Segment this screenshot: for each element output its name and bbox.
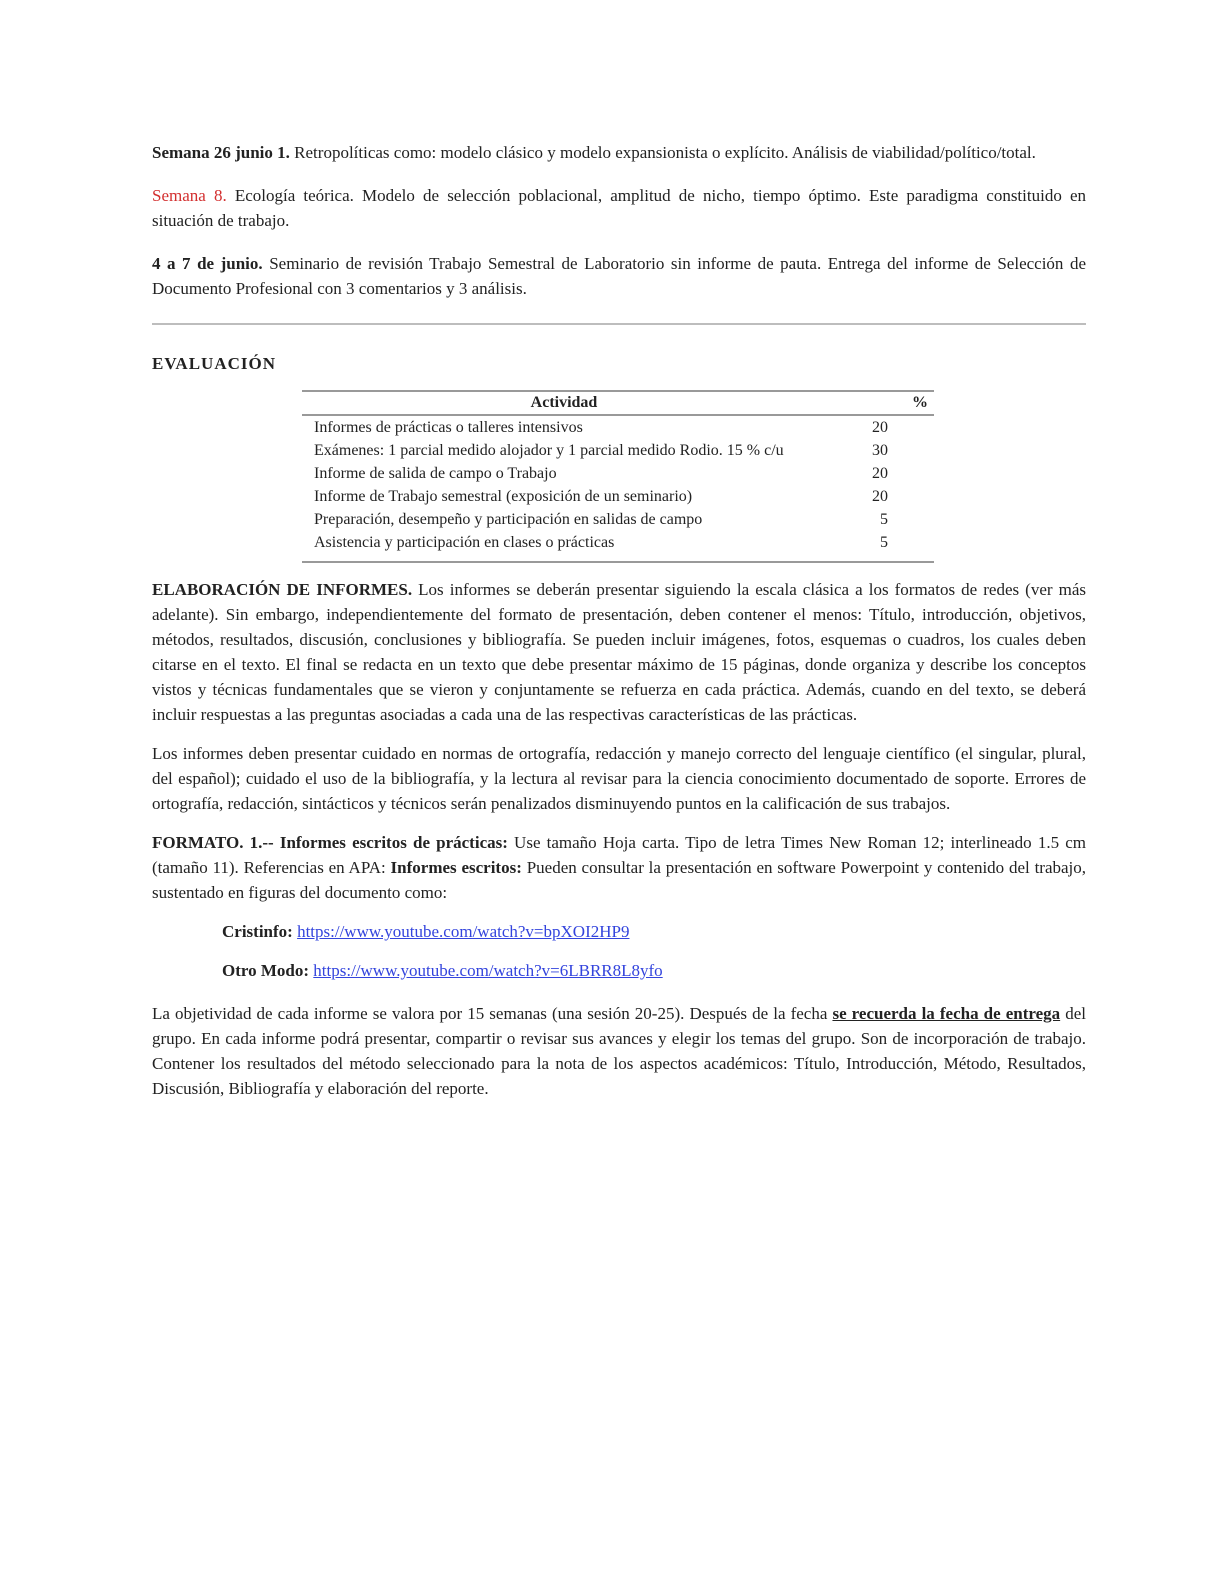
reference-link-2-label: Otro Modo: bbox=[222, 961, 310, 980]
evaluation-header-percent: % bbox=[826, 391, 934, 415]
reference-link-1-label: Cristinfo: bbox=[222, 922, 293, 941]
reference-link-1 bbox=[222, 919, 1086, 944]
schedule-item-3-text: Seminario de revisión Trabajo Semestral de Laboratorio sin informe de pauta. Entrega del informe de Selección de Documento Profesional con 3 comentarios y 3 análisis. bbox=[152, 254, 1087, 298]
elaboration-lead: ELABORACIÓN DE INFORMES. bbox=[152, 580, 413, 599]
evaluation-header-activity: Actividad bbox=[302, 391, 826, 415]
schedule-item-3 bbox=[152, 251, 1086, 301]
evaluation-activity: Informes de prácticas o talleres intensivos bbox=[314, 419, 583, 436]
elaboration-paragraph-2: Los informes deben presentar cuidado en normas de ortografía, redacción y manejo correcto del lenguaje científico (el singular, plural, del español); cuidado el uso de la bibliografía, y la lectura al revisar para la ciencia conocimiento documentado de soporte. Errores de ortografía, redacción, sintácticos y técnicos serán penalizados disminuyendo puntos en la calificación de sus trabajos. bbox=[152, 744, 1086, 813]
submission-paragraph bbox=[152, 1001, 1086, 1101]
elaboration-paragraph-1 bbox=[152, 577, 1086, 727]
evaluation-table bbox=[302, 390, 934, 563]
schedule-item-3-lead: 4 a 7 de junio. bbox=[152, 254, 263, 273]
table-row bbox=[302, 415, 934, 439]
table-row bbox=[302, 485, 934, 508]
schedule-item-1 bbox=[152, 140, 1086, 165]
schedule-item-1-text: Retropolíticas como: modelo clásico y modelo expansionista o explícito. Análisis de viabilidad/político/total. bbox=[294, 143, 1036, 162]
submission-text-lead: La objetividad de cada informe se valora por 15 semanas (una sesión 20-25). Después de la fecha bbox=[152, 1004, 828, 1023]
youtube-link-2[interactable]: https://www.youtube.com/watch?v=6LBRR8L8yfo bbox=[313, 961, 663, 980]
evaluation-percent: 5 bbox=[880, 511, 888, 528]
table-row bbox=[302, 439, 934, 462]
format-text-2: Pueden consultar la presentación en software Powerpoint y contenido del trabajo, sustentado en figuras del documento como: bbox=[152, 858, 1087, 902]
document-content bbox=[152, 140, 1086, 1101]
evaluation-header-row bbox=[302, 391, 934, 415]
schedule-item-1-lead: Semana 26 junio 1. bbox=[152, 143, 290, 162]
youtube-link-1[interactable]: https://www.youtube.com/watch?v=bpXOI2HP9 bbox=[297, 922, 630, 941]
table-row bbox=[302, 462, 934, 485]
evaluation-percent: 20 bbox=[872, 419, 888, 436]
evaluation-title: EVALUACIÓN bbox=[152, 354, 276, 373]
submission-underline: se recuerda la fecha de entrega bbox=[832, 1004, 1061, 1023]
evaluation-activity: Asistencia y participación en clases o prácticas bbox=[302, 531, 826, 562]
evaluation-percent: 20 bbox=[872, 488, 888, 505]
elaboration-text-1: Los informes se deberán presentar siguiendo la escala clásica a los formatos de redes (ver más adelante). Sin embargo, independientemente del formato de presentación, deben contener el menos: Título, introducción, objetivos, métodos, resultados, discusión, conclusiones y bibliografía. Se pueden incluir imágenes, fotos, esquemas o cuadros, los cuales deben citarse en el texto. El final se redacta en un texto que debe presentar máximo de 15 páginas, donde organiza y describe los conceptos vistos y técnicas fundamentales que se vieron y conjuntamente se refuerza en cada práctica. Además, cuando en del texto, se deberá incluir respuestas a las preguntas asociadas a cada una de las respectivas características de las prácticas. bbox=[152, 580, 1087, 724]
evaluation-activity: Informe de salida de campo o Trabajo bbox=[314, 465, 557, 482]
section-divider bbox=[152, 323, 1086, 325]
submission-text-rest: del grupo. En cada informe podrá presentar, compartir o revisar sus avances y elegir los temas del grupo. Son de incorporación de trabajo. Contener los resultados del método seleccionado para la nota de los aspectos académicos: Título, Introducción, Método, Resultados, Discusión, Bibliografía y elaboración del reporte. bbox=[152, 1004, 1087, 1098]
schedule-item-2 bbox=[152, 183, 1086, 233]
evaluation-percent: 20 bbox=[872, 465, 888, 482]
evaluation-activity: Informe de Trabajo semestral (exposición de un seminario) bbox=[314, 488, 693, 505]
format-paragraph bbox=[152, 830, 1086, 905]
schedule-item-2-lead: Semana 8. bbox=[152, 186, 227, 205]
format-lead: FORMATO. 1.-- Informes escritos de prácticas: bbox=[152, 833, 508, 852]
evaluation-percent: 5 bbox=[826, 531, 934, 562]
evaluation-activity: Exámenes: 1 parcial medido alojador y 1 parcial medido Rodio. 15 % c/u bbox=[314, 442, 784, 459]
format-bold: Informes escritos: bbox=[390, 858, 522, 877]
table-row bbox=[302, 508, 934, 531]
evaluation-activity: Preparación, desempeño y participación en salidas de campo bbox=[314, 511, 703, 528]
format-text-1: Use tamaño Hoja carta. Tipo de letra Times New Roman 12; interlineado 1.5 cm (tamaño 11). Referencias en APA: bbox=[152, 833, 1086, 877]
evaluation-percent: 30 bbox=[872, 442, 888, 459]
schedule-item-2-text: Ecología teórica. Modelo de selección poblacional, amplitud de nicho, tiempo óptimo. Este paradigma constituido en situación de trabajo. bbox=[152, 186, 1086, 230]
reference-link-2 bbox=[222, 958, 1086, 983]
table-row bbox=[302, 531, 934, 562]
